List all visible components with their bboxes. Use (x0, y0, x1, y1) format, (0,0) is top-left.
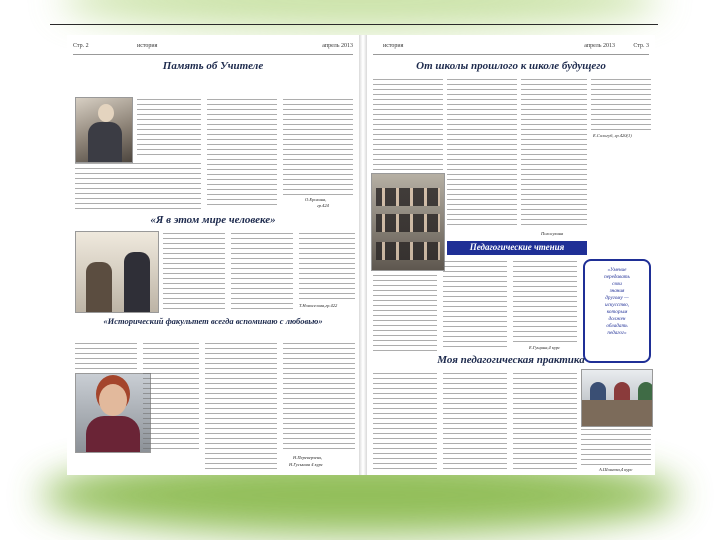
article1-signature-group: гр.424 (317, 203, 329, 208)
slide-top-line (50, 24, 658, 25)
right-article2-text-col2 (443, 261, 507, 351)
article3-signature-name: Н.Переверзева, (293, 455, 323, 460)
right-page (367, 35, 655, 475)
headline-i-in-this-world: «Я в этом мире человеке» (150, 214, 276, 226)
left-page-section: история (137, 43, 158, 49)
right-article2-text-col3 (513, 261, 577, 343)
article2-signature: Т.Новоселова,гр.422 (299, 303, 338, 308)
photo-teacher-portrait (75, 97, 133, 163)
right-article1-text-col2 (447, 79, 517, 229)
left-page-date: апрель 2013 (322, 43, 353, 49)
right-article1-text-col3 (521, 79, 587, 229)
right-page-header (373, 42, 649, 55)
right-article3-text-col4 (581, 429, 651, 465)
headline-my-pedagogical-practice: Моя педагогическая практика (437, 354, 585, 366)
article1-text-col3 (283, 99, 353, 195)
article1-text-col1a (137, 99, 201, 159)
top-green-glow (60, 0, 660, 30)
quote-text: «Умение передавать свои знания другому — искусство, которым должен обладать педагог» (604, 267, 630, 337)
right-article3-text-col3 (513, 373, 577, 469)
right-article3-text-col2 (443, 373, 507, 469)
article2-text-col3 (299, 233, 355, 299)
right-page-number: Стр. 3 (633, 43, 649, 49)
spread-gutter (359, 35, 367, 475)
photo-woman-portrait (75, 373, 151, 453)
newspaper-spread (67, 35, 655, 475)
right-page-section: история (383, 43, 404, 49)
right-article1-text-col4 (591, 79, 651, 133)
article3-text-col1a (75, 343, 137, 369)
article3-text-col1b (143, 343, 199, 451)
right-article2-text-col1 (373, 275, 437, 351)
right-article2-signature: Е.Гущина,4 курс (529, 345, 561, 350)
headline-school-of-past: От школы прошлого к школе будущего (416, 60, 606, 72)
photo-class-group (371, 173, 445, 271)
article1-text-col2 (207, 99, 277, 209)
article2-text-col1 (163, 233, 225, 313)
right-article1-signature2: Полосухина (541, 231, 564, 236)
right-article1-text-col1 (373, 79, 443, 171)
left-page-header (73, 42, 353, 55)
quote-box (583, 259, 651, 363)
right-page-date: апрель 2013 (584, 43, 615, 49)
banner-pedagogical-readings: Педагогические чтения (447, 241, 587, 255)
photo-two-people (75, 231, 159, 313)
article2-text-col2 (231, 233, 293, 313)
article3-text-col2 (205, 343, 277, 469)
right-article1-signature: Е.Сологуб, гр.420(1) (593, 133, 632, 138)
headline-memory-of-teacher: Память об Учителе (162, 60, 264, 72)
article1-text-col1b (75, 163, 201, 209)
photo-classroom (581, 369, 653, 427)
left-page-number: Стр. 2 (73, 43, 89, 49)
headline-history-faculty: «Исторический факультет всегда вспоминаю с любовью» (103, 316, 323, 326)
right-article3-text-col1 (373, 373, 437, 469)
right-article3-signature: А.Шовгева,4 курс (599, 467, 633, 472)
article3-text-col3 (283, 343, 355, 451)
article1-signature-name: О.Ерохина, (305, 197, 327, 202)
article3-signature-group: Н.Гуськова 4 курс (289, 462, 323, 467)
left-page (67, 35, 359, 475)
